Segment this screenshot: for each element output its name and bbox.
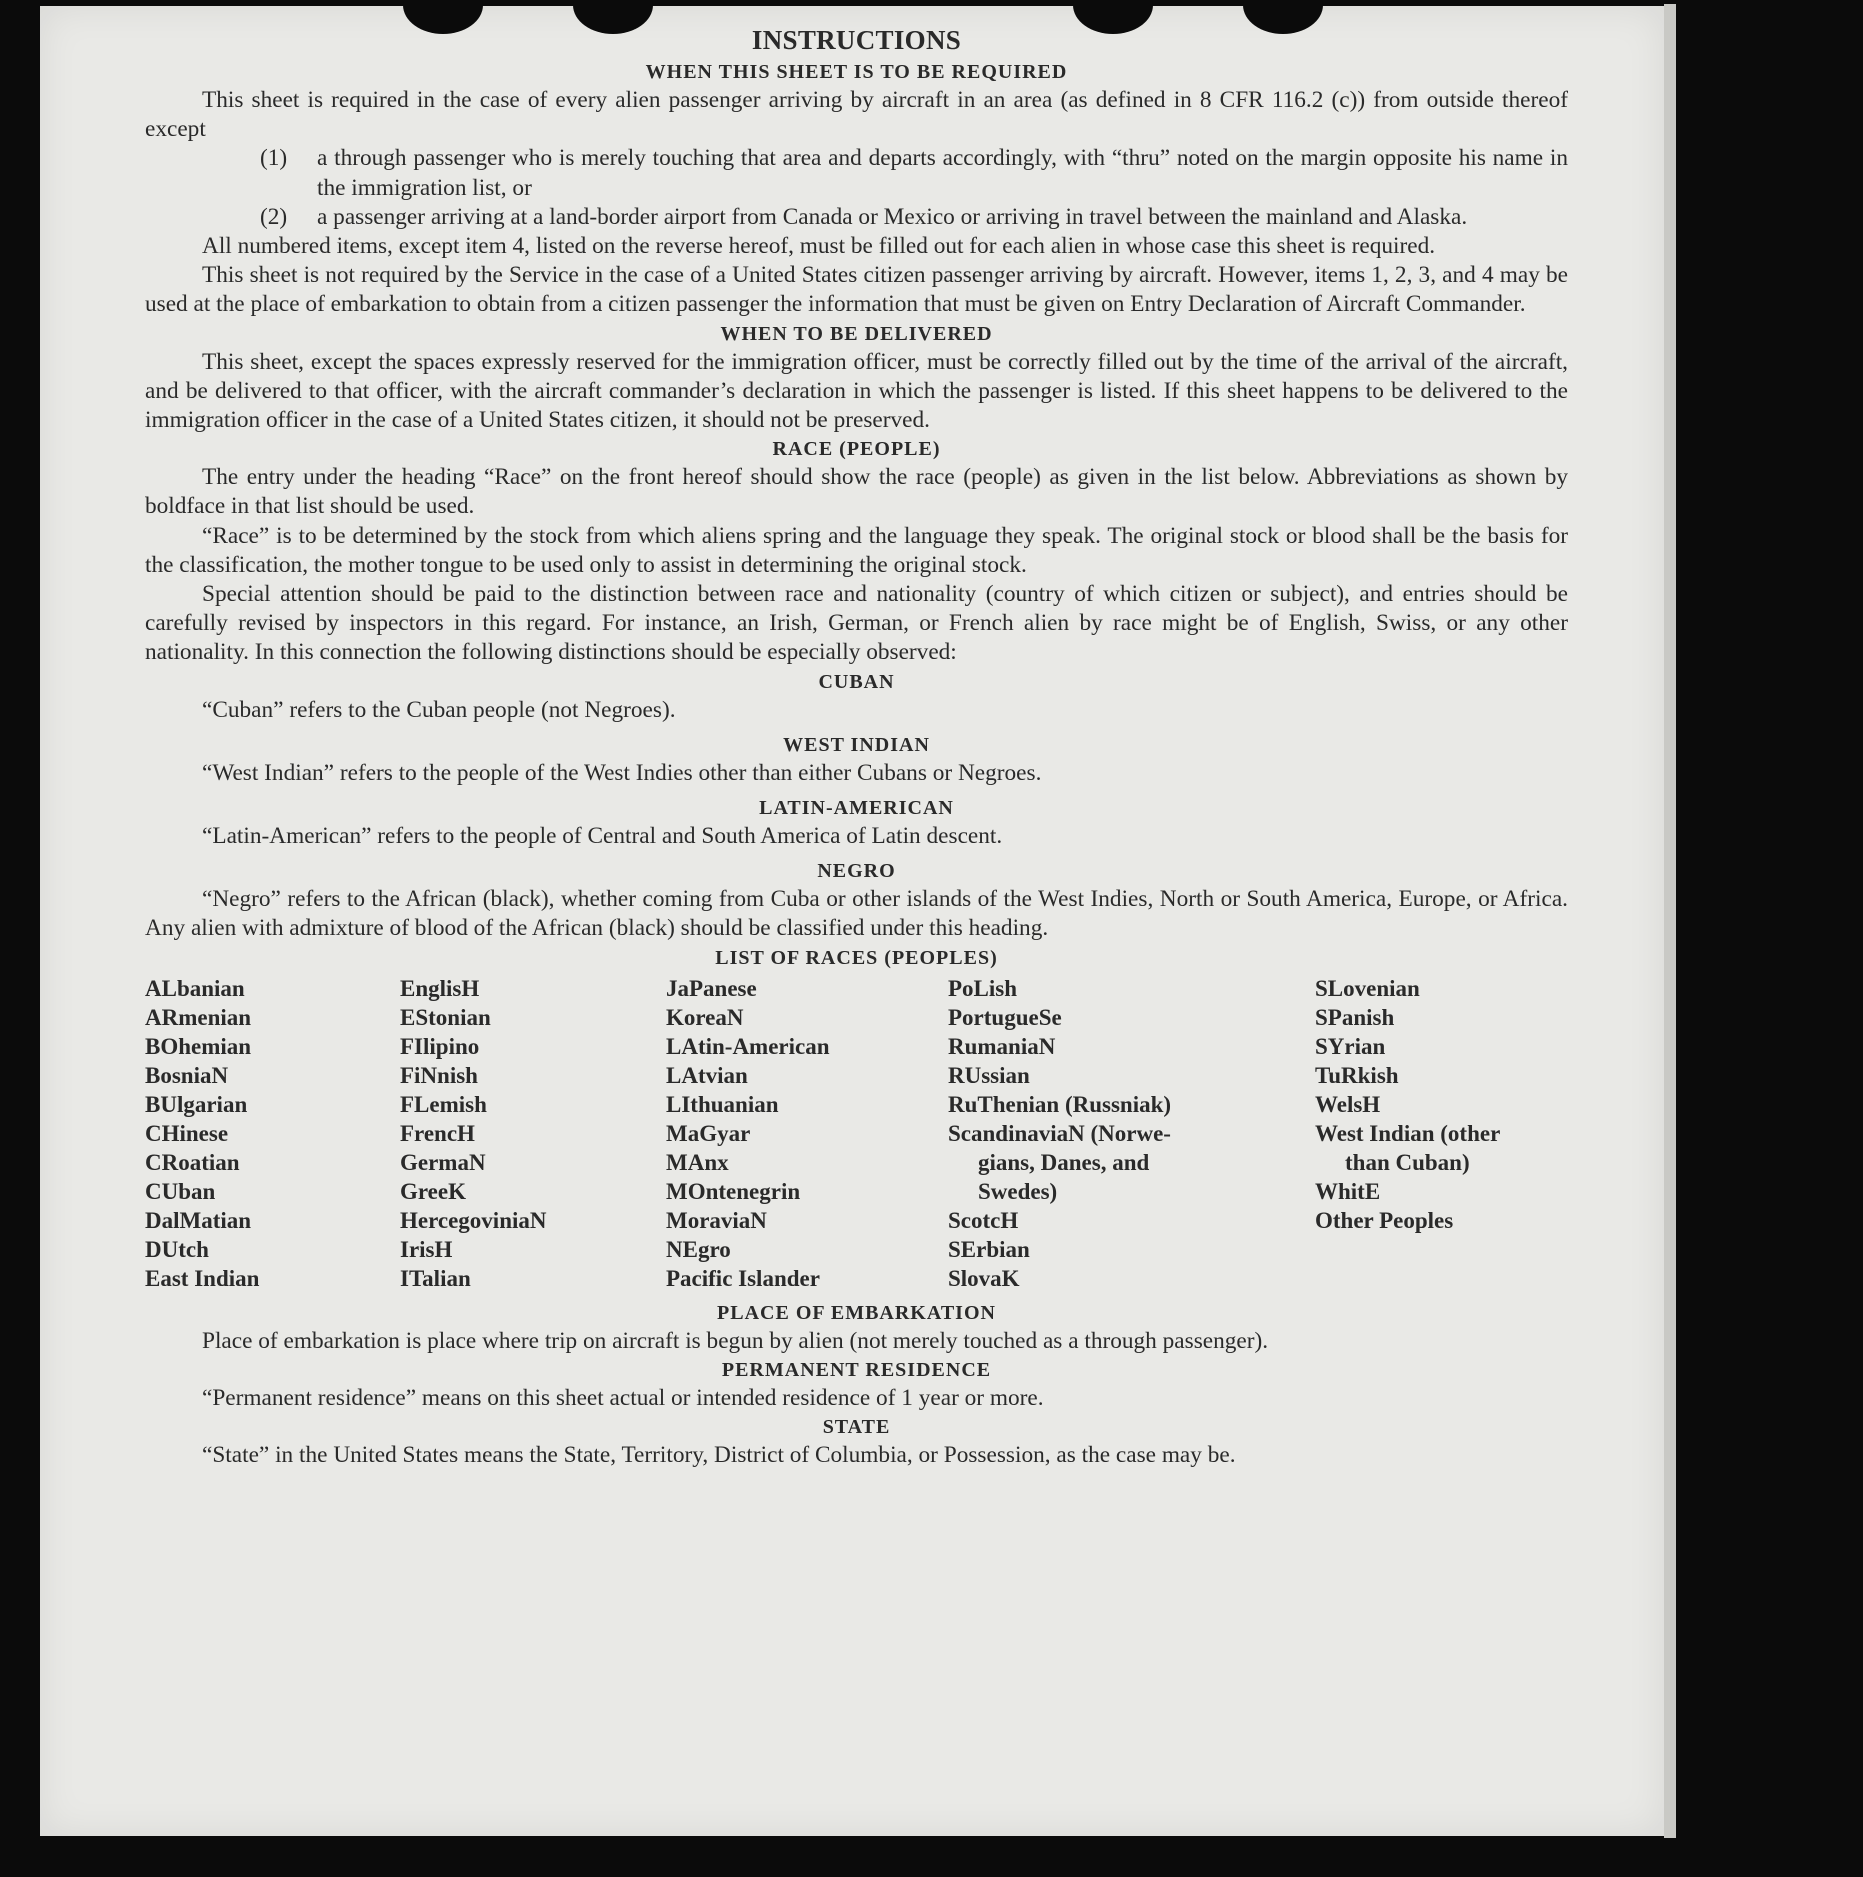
race-entry: ScotcH	[948, 1207, 1019, 1233]
paragraph: Place of embarkation is place where trip on aircraft is begun by alien (not merely touched as a through passenger).	[202, 1327, 1269, 1354]
paragraph: Special attention should be paid to the distinction between race and nationality (country of which citizen or subject), and entries should be carefully revised by inspectors in this regard. For instance, an Irish, German, or French alien by race might be of English, Swiss, or any other nationality. In this connection the following distinctions should be especially observed:	[145, 581, 1568, 666]
race-entry: LAtin-American	[666, 1033, 830, 1059]
race-entry: NEgro	[666, 1236, 731, 1262]
section-heading-permanent-residence: PERMANENT RESIDENCE	[721, 1358, 992, 1381]
definition: “Negro” refers to the African (black), whether coming from Cuba or other islands of the West Indies, North or South America, Europe, or Africa. Any alien with admixture of blood of the African (black) should be classified under this heading.	[145, 886, 1568, 942]
race-entry: FLemish	[400, 1091, 487, 1117]
definition: “Latin-American” refers to the people of Central and South America of Latin descent.	[202, 823, 1003, 850]
race-entry: IrisH	[400, 1236, 453, 1262]
section-heading-negro: NEGRO	[817, 860, 896, 883]
race-entry: Pacific Islander	[666, 1265, 820, 1291]
race-entry: MOntenegrin	[666, 1178, 801, 1204]
definition: “Cuban” refers to the Cuban people (not Negroes).	[202, 696, 676, 723]
item-text: a through passenger who is merely touching that area and departs accordingly, with “thru” noted on the margin opposite his name in the immigration list, or	[317, 145, 1568, 201]
paragraph: All numbered items, except item 4, listed on the reverse hereof, must be filled out for each alien in whose case this sheet is required.	[202, 233, 1436, 260]
instructions-content	[145, 22, 1568, 1470]
race-entry: FIlipino	[400, 1033, 480, 1059]
page-title: INSTRUCTIONS	[751, 25, 962, 55]
item-number: (2)	[260, 203, 288, 230]
race-entry: ALbanian	[145, 975, 245, 1001]
race-entry: HercegoviniaN	[400, 1207, 547, 1233]
section-heading-when-required: WHEN THIS SHEET IS TO BE REQUIRED	[645, 61, 1068, 83]
race-column	[948, 974, 1315, 1293]
paragraph: This sheet is required in the case of every alien passenger arriving by aircraft in an area (as defined in 8 CFR 116.2 (c)) from outside thereof except	[145, 87, 1568, 143]
race-entry: Swedes)	[978, 1178, 1058, 1204]
race-entry: Other Peoples	[1315, 1207, 1454, 1233]
race-column	[145, 974, 400, 1293]
race-entry: GermaN	[400, 1149, 486, 1175]
race-entry: MoraviaN	[666, 1207, 767, 1233]
race-entry: than Cuban)	[1345, 1149, 1470, 1175]
item-text: a passenger arriving at a land-border airport from Canada or Mexico or arriving in travel between the mainland and Alaska.	[317, 203, 1468, 230]
section-heading-cuban: CUBAN	[818, 670, 895, 693]
race-entry: EStonian	[400, 1004, 491, 1030]
race-entry: RUssian	[948, 1062, 1030, 1088]
section-heading-latin-american: LATIN-AMERICAN	[759, 797, 954, 820]
race-entry: WelsH	[1315, 1091, 1381, 1117]
race-entry: SYrian	[1315, 1033, 1386, 1059]
section-heading-list-of-races: LIST OF RACES (PEOPLES)	[715, 946, 998, 969]
race-entry: ScandinaviaN (Norwe-	[948, 1120, 1171, 1146]
sheet-edge	[1664, 4, 1676, 1838]
section-heading-race: RACE (PEOPLE)	[772, 438, 941, 461]
exception-item	[260, 144, 1568, 202]
race-entry: LIthuanian	[666, 1091, 779, 1117]
race-entry: ARmenian	[145, 1004, 252, 1030]
race-entry: CHinese	[145, 1120, 229, 1146]
exception-item	[260, 203, 1568, 232]
paragraph: “Race” is to be determined by the stock from which aliens spring and the language they speak. The original stock or blood shall be the basis for the classification, the mother tongue to be used only to assist in determining the original stock.	[145, 522, 1568, 578]
race-entry: West Indian (other	[1315, 1120, 1501, 1146]
paragraph: “State” in the United States means the State, Territory, District of Columbia, or Possession, as the case may be.	[202, 1442, 1236, 1469]
race-entry: DalMatian	[145, 1207, 252, 1233]
section-heading-when-delivered: WHEN TO BE DELIVERED	[720, 322, 993, 345]
race-entry: MAnx	[666, 1149, 729, 1175]
paragraph: The entry under the heading “Race” on the front hereof should show the race (people) as given in the list below. Abbreviations as shown by boldface in that list should be used.	[145, 464, 1568, 520]
race-entry: BosniaN	[145, 1062, 229, 1088]
section-heading-state: STATE	[822, 1416, 891, 1439]
race-entry: RuThenian (Russniak)	[948, 1091, 1172, 1117]
race-entry: LAtvian	[666, 1062, 748, 1088]
paragraph: This sheet, except the spaces expressly reserved for the immigration officer, must be correctly filled out by the time of the arrival of the aircraft, and be delivered to that officer, with the aircraft commander’s declaration in which the passenger is listed. If this sheet happens to be delivered to the immigration officer in the case of a United States citizen, it should not be preserved.	[145, 348, 1568, 434]
race-entry: PortugueSe	[948, 1004, 1062, 1030]
race-entry: BOhemian	[145, 1033, 252, 1059]
race-entry: CUban	[145, 1178, 216, 1204]
race-entry: RumaniaN	[948, 1033, 1056, 1059]
race-entry: SlovaK	[948, 1265, 1020, 1291]
race-entry: BUlgarian	[145, 1091, 248, 1117]
section-heading-west-indian: WEST INDIAN	[783, 733, 930, 756]
race-entry: SPanish	[1315, 1004, 1395, 1030]
race-entry: PoLish	[948, 975, 1018, 1001]
race-entry: JaPanese	[666, 975, 757, 1001]
race-entry: CRoatian	[145, 1149, 240, 1175]
race-entry: WhitE	[1315, 1178, 1381, 1204]
race-entry: SLovenian	[1315, 975, 1420, 1001]
race-column	[1315, 974, 1568, 1293]
definition: “West Indian” refers to the people of the West Indies other than either Cubans or Negroes.	[202, 759, 1042, 786]
race-entry: SErbian	[948, 1236, 1030, 1262]
section-heading-embarkation: PLACE OF EMBARKATION	[717, 1301, 996, 1324]
race-entry: ITalian	[400, 1265, 471, 1291]
race-entry: gians, Danes, and	[978, 1149, 1150, 1175]
race-entry: TuRkish	[1315, 1062, 1399, 1088]
race-entry: FiNnish	[400, 1062, 478, 1088]
race-entry: KoreaN	[666, 1004, 744, 1030]
race-column	[666, 974, 948, 1293]
item-number: (1)	[260, 145, 288, 172]
race-entry: East Indian	[145, 1265, 260, 1291]
race-list	[145, 974, 1568, 1293]
race-entry: GreeK	[400, 1178, 466, 1204]
race-entry: FrencH	[400, 1120, 475, 1146]
race-entry: DUtch	[145, 1236, 209, 1262]
paragraph: “Permanent residence” means on this sheet actual or intended residence of 1 year or more.	[202, 1384, 1044, 1411]
race-column	[400, 974, 666, 1293]
paragraph: This sheet is not required by the Service in the case of a United States citizen passenger arriving by aircraft. However, items 1, 2, 3, and 4 may be used at the place of embarkation to obtain from a citizen passenger the information that must be given on Entry Declaration of Aircraft Commander.	[145, 262, 1568, 318]
race-entry: MaGyar	[666, 1120, 751, 1146]
race-entry: EnglisH	[400, 975, 480, 1001]
